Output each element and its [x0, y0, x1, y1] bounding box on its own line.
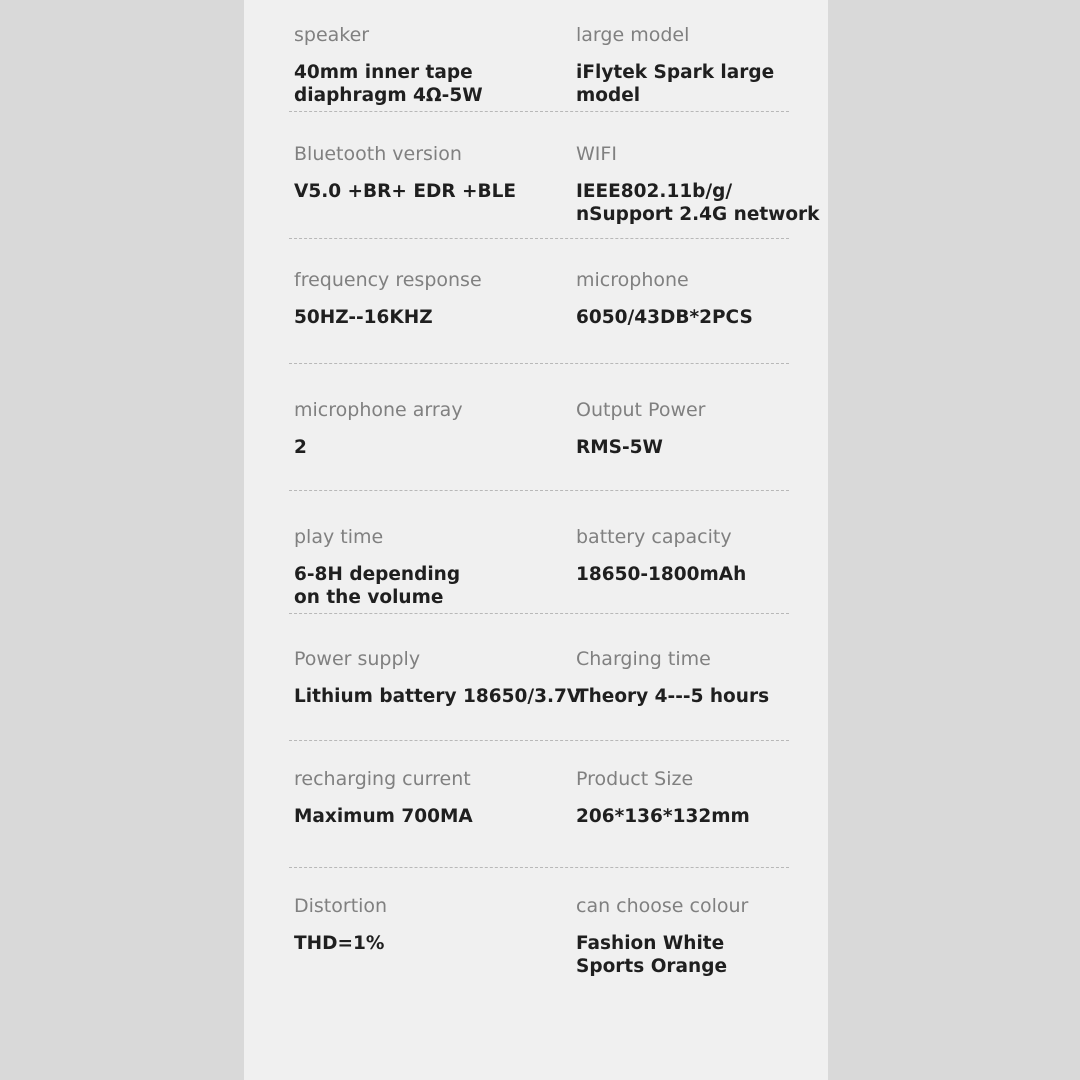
- spec-sheet: [244, 0, 828, 1080]
- spec-label: microphone array: [294, 399, 463, 421]
- spec-label: can choose colour: [576, 895, 749, 917]
- dashed-divider: [289, 740, 789, 741]
- spec-cell: [576, 23, 828, 107]
- spec-value: RMS-5W: [576, 437, 663, 458]
- spec-cell: [576, 894, 748, 978]
- spec-value: iFlytek Spark large model: [576, 62, 775, 106]
- spec-label: Charging time: [576, 648, 711, 670]
- spec-cell: [576, 142, 819, 226]
- spec-value: Fashion White Sports Orange: [576, 933, 727, 977]
- spec-label: microphone: [576, 269, 689, 291]
- spec-value: 18650-1800mAh: [576, 564, 747, 585]
- dashed-divider: [289, 613, 789, 614]
- spec-cell: [294, 398, 463, 459]
- spec-cell: [576, 767, 750, 828]
- spec-value: THD=1%: [294, 933, 385, 954]
- spec-label: Bluetooth version: [294, 143, 462, 165]
- spec-value: 206*136*132mm: [576, 806, 750, 827]
- spec-cell: [576, 398, 705, 459]
- spec-label: Power supply: [294, 648, 421, 670]
- spec-value: IEEE802.11b/g/ nSupport 2.4G network: [576, 181, 820, 225]
- spec-value: 40mm inner tape diaphragm 4Ω-5W: [294, 62, 483, 106]
- spec-value: 6050/43DB*2PCS: [576, 307, 753, 328]
- spec-value: 50HZ--16KHZ: [294, 307, 433, 328]
- dashed-divider: [289, 490, 789, 491]
- spec-label: WIFI: [576, 143, 617, 165]
- spec-value: Lithium battery 18650/3.7V: [294, 686, 582, 707]
- spec-label: recharging current: [294, 768, 471, 790]
- spec-label: Product Size: [576, 768, 694, 790]
- spec-label: play time: [294, 526, 384, 548]
- spec-cell: [294, 268, 482, 329]
- spec-cell: [294, 23, 483, 107]
- spec-label: Output Power: [576, 399, 706, 421]
- dashed-divider: [289, 363, 789, 364]
- spec-label: Distortion: [294, 895, 388, 917]
- spec-label: battery capacity: [576, 526, 732, 548]
- spec-label: speaker: [294, 24, 370, 46]
- spec-value: V5.0 +BR+ EDR +BLE: [294, 181, 517, 202]
- spec-value: Maximum 700MA: [294, 806, 473, 827]
- spec-label: large model: [576, 24, 690, 46]
- spec-value: Theory 4---5 hours: [576, 686, 770, 707]
- spec-cell: [294, 894, 387, 955]
- spec-value: 6-8H depending on the volume: [294, 564, 461, 608]
- spec-cell: [576, 525, 746, 586]
- spec-label: frequency response: [294, 269, 482, 291]
- spec-cell: [294, 525, 460, 609]
- spec-cell: [294, 142, 516, 203]
- spec-cell: [576, 268, 753, 329]
- spec-cell: [294, 767, 473, 828]
- dashed-divider: [289, 111, 789, 112]
- dashed-divider: [289, 867, 789, 868]
- dashed-divider: [289, 238, 789, 239]
- spec-cell: [294, 647, 581, 708]
- spec-cell: [576, 647, 769, 708]
- spec-value: 2: [294, 437, 307, 458]
